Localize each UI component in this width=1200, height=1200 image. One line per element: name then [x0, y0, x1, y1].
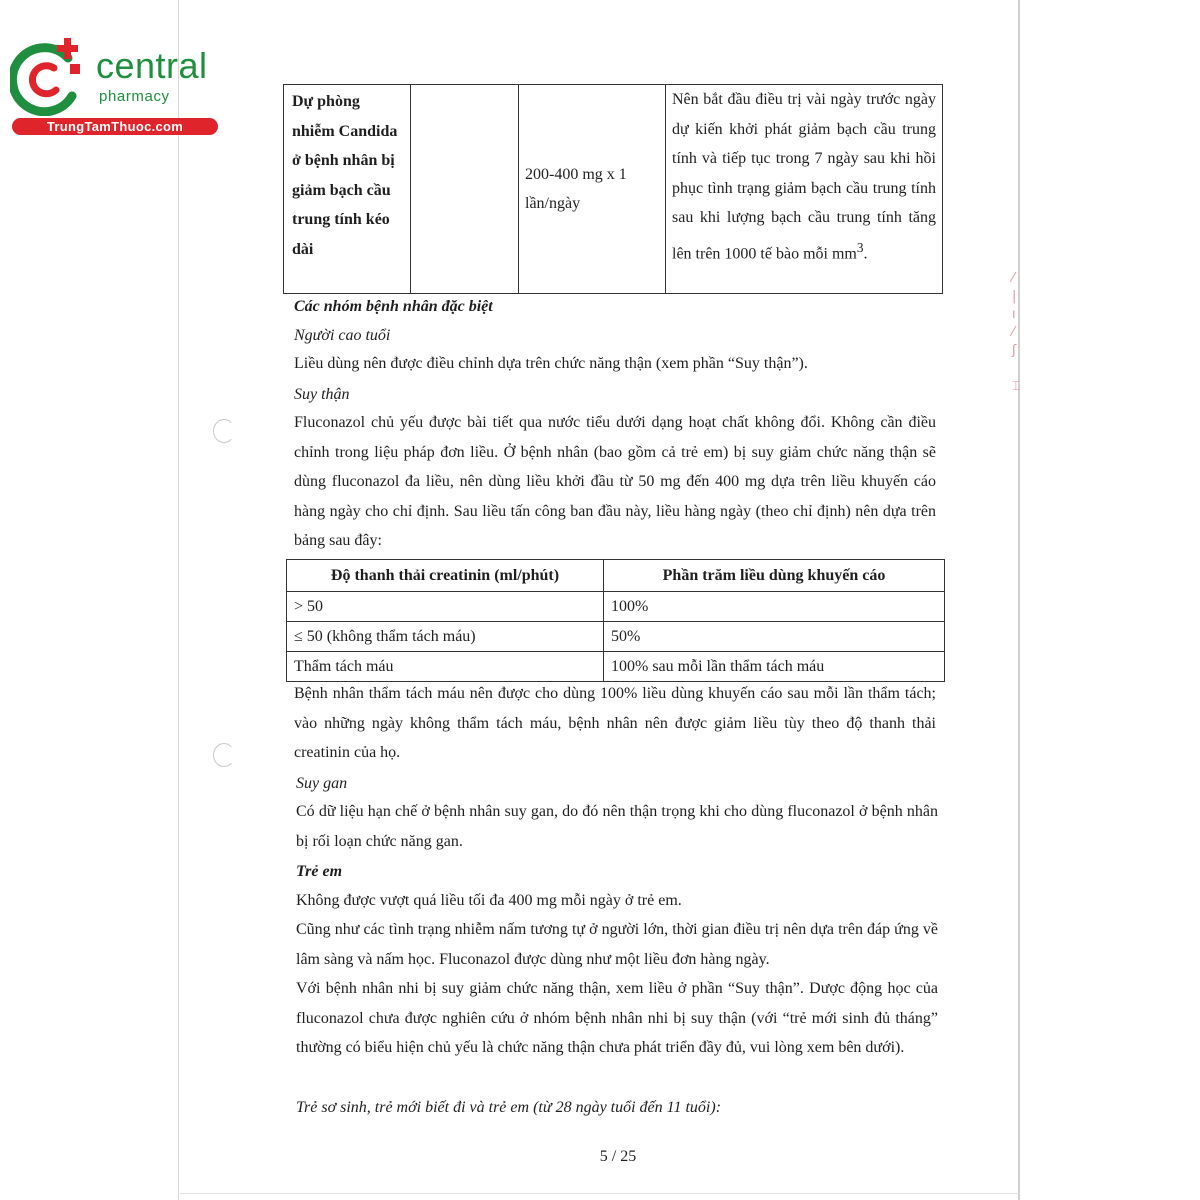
table-cell: 100%: [604, 592, 945, 622]
infants-heading: Trẻ sơ sinh, trẻ mới biết đi và trẻ em (từ 28 ngày tuổi đến 11 tuổi):: [296, 1099, 722, 1116]
table-cell: > 50: [287, 592, 604, 622]
renal-text: Fluconazol chủ yếu được bài tiết qua nước tiểu dưới dạng hoạt chất không đổi. Không cần điều chỉnh trong liệu pháp đơn liều. Ở bệnh nhân (bao gồm cả trẻ em) bị suy giảm chức năng thận sẽ dùng fluconazol đa liều, nên dùng liều khởi đầu từ 50 mg đến 400 mg dựa trên liều khuyến cáo hàng ngày cho chỉ định. Sau liều tấn công ban đầu này, liều hàng ngày (theo chỉ định) nên dựa trên bảng sau đây:: [294, 414, 936, 549]
central-pharmacy-logo[interactable]: [10, 38, 215, 138]
children-text-2: Cũng như các tình trạng nhiễm nấm tương tự ở người lớn, thời gian điều trị nên dựa trên đáp ứng về lâm sàng và nấm học. Fluconazol được dùng như một liều đơn hàng ngày.: [296, 921, 938, 968]
punch-hole: [213, 419, 235, 443]
table-cell: 100% sau mỗi lần thẩm tách máu: [604, 652, 945, 682]
logo-website-link[interactable]: TrungTamThuoc.com: [12, 118, 218, 135]
table-row: [284, 85, 943, 294]
dosage-table: [283, 84, 943, 294]
table-cell: ≤ 50 (không thẩm tách máu): [287, 622, 604, 652]
children-text-1: Không được vượt quá liều tối đa 400 mg mỗi ngày ở trẻ em.: [296, 892, 682, 909]
note-superscript: 3: [856, 239, 864, 255]
page-edge-bottom: [180, 1193, 1020, 1194]
note-text: Nên bắt đầu điều trị vài ngày trước ngày dự kiến khởi phát giảm bạch cầu trung tính và tiếp tục trong 7 ngày sau khi hồi phục tình trạng giảm bạch cầu trung tính sau khi lượng bạch cầu trung tính tăng lên trên 1000 tế bào mỗi mm: [672, 91, 936, 262]
table-cell: 50%: [604, 622, 945, 652]
table-header-row: [287, 560, 945, 592]
logo-brand-name: central: [96, 45, 208, 86]
elderly-heading: Người cao tuổi: [294, 327, 391, 344]
hepatic-text: Có dữ liệu hạn chế ở bệnh nhân suy gan, do đó nên thận trọng khi cho dùng fluconazol ở bệnh nhân bị rối loạn chức năng gan.: [296, 803, 938, 850]
table-row: [287, 592, 945, 622]
note-cell: [666, 85, 943, 294]
note-suffix: .: [863, 244, 868, 262]
dialysis-text: Bệnh nhân thẩm tách máu nên được cho dùng 100% liều dùng khuyến cáo sau mỗi lần thẩm tách; vào những ngày không thẩm tách máu, bệnh nhân nên được giảm liều tùy theo độ thanh thải creatinin của họ.: [294, 685, 936, 761]
table-row: [287, 652, 945, 682]
side-stamp-mark: ⁄ | ı ⁄ ʃ ⌶: [1012, 271, 1020, 394]
renal-dosing-table: [286, 559, 945, 682]
column-header: Phần trăm liều dùng khuyến cáo: [604, 560, 945, 592]
indication-cell: Dự phòng nhiễm Candida ở bệnh nhân bị giảm bạch cầu trung tính kéo dài: [284, 85, 411, 294]
dose-cell: 200-400 mg x 1 lần/ngày: [519, 85, 666, 294]
elderly-text: Liều dùng nên được điều chỉnh dựa trên chức năng thận (xem phần “Suy thận”).: [294, 355, 808, 372]
special-groups-heading: Các nhóm bệnh nhân đặc biệt: [294, 298, 493, 315]
renal-heading: Suy thận: [294, 386, 350, 403]
children-text-3: Với bệnh nhân nhi bị suy giảm chức năng thận, xem liều ở phần “Suy thận”. Dược động học của fluconazol chưa được nghiên cứu ở nhóm bệnh nhân nhi bị suy thận (với “trẻ mới sinh đủ tháng” thường có biểu hiện chủ yếu là chức năng thận chưa phát triển đầy đủ, vui lòng xem bên dưới).: [296, 980, 938, 1056]
empty-cell: [411, 85, 519, 294]
children-heading: Trẻ em: [296, 863, 343, 880]
pharmacy-cross-logo-icon: [10, 38, 90, 116]
page-edge-left: [178, 0, 179, 1200]
page-edge-right: [1018, 0, 1020, 1200]
table-cell: Thẩm tách máu: [287, 652, 604, 682]
page-number: 5 / 25: [599, 1148, 637, 1165]
logo-subtitle: pharmacy: [99, 88, 170, 105]
column-header: Độ thanh thải creatinin (ml/phút): [287, 560, 604, 592]
hepatic-heading: Suy gan: [296, 775, 348, 792]
table-row: [287, 622, 945, 652]
punch-hole: [213, 743, 235, 767]
